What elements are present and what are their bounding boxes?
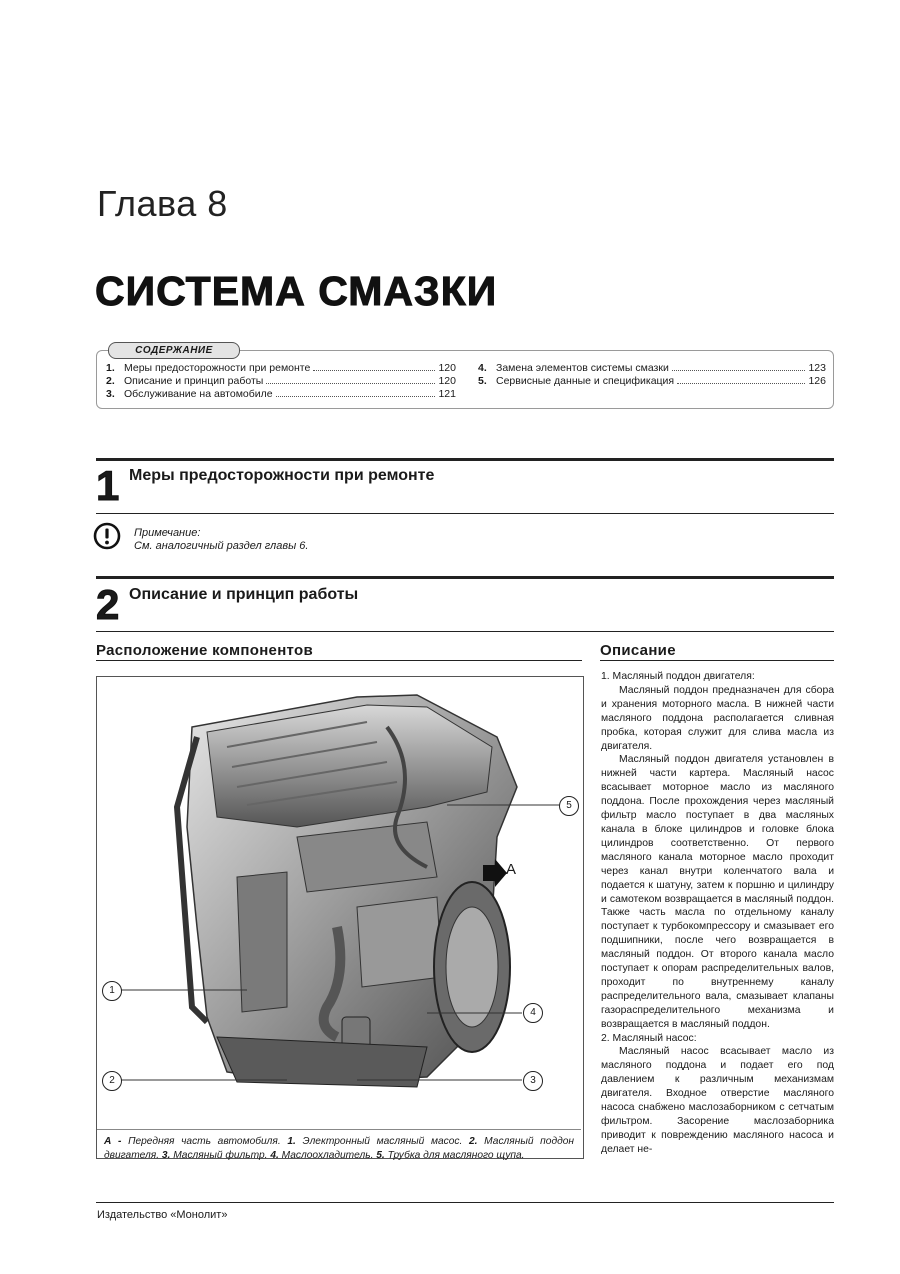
toc-item-page: 123 <box>808 362 826 374</box>
heading-underline <box>96 660 582 661</box>
arrow-label: A <box>506 861 517 878</box>
caption-divider <box>97 1129 581 1130</box>
toc-item-page: 121 <box>438 388 456 400</box>
toc-column-left <box>106 361 456 400</box>
callout-marker: 1 <box>102 981 122 1001</box>
section-rule <box>96 458 834 461</box>
toc-item-text: Сервисные данные и спецификация <box>496 375 675 387</box>
description-heading: Описание <box>600 642 676 659</box>
toc-leader <box>266 383 435 384</box>
toc-column-right <box>478 361 826 387</box>
section-title: Описание и принцип работы <box>129 586 359 603</box>
publisher-footer: Издательство «Монолит» <box>97 1209 228 1221</box>
toc-leader <box>672 370 806 371</box>
section-underline <box>96 631 834 632</box>
figure-caption: А - Передняя часть автомобиля. 1. Электронный масляный масос. 2. Масляный поддон двигателя. 3. Масляный фильтр. 4. Маслоохладитель. 5. Трубка для масляного щупа. <box>104 1136 574 1161</box>
toc-item[interactable]: 2. Описание и принцип работы 120 <box>106 375 456 387</box>
toc-item[interactable]: 4. Замена элементов системы смазки 123 <box>478 362 826 374</box>
note <box>134 527 308 553</box>
footer-rule <box>96 1202 834 1203</box>
toc-item-page: 120 <box>438 362 456 374</box>
paragraph: Масляный поддон двигателя установлен в нижней части картера. Масляный насос всасывает моторное масло из масляного поддона. После прохождения через масляный фильтр масло поступает в два масляных канала в блоке цилиндров и головке блока цилиндров соответственно. От первого масляного канала моторное масло проходит через канал внутри коленчатого вала и подается к шатуну, затем к поршню и цилиндру и самотеком возвращается в масляный поддон. Также часть масла по отдельному каналу поступает к турбокомпрессору и смазывает его подшипники, после чего возвращается в масляный поддон. От второго канала масло поступает к опорам распределительных валов, проходит по внутреннему каналу распределительного вала, смазывает клапаны газораспределительного механизма и возвращается в масляный поддон. <box>601 754 834 1030</box>
toc-item-page: 126 <box>808 375 826 387</box>
description-text <box>601 670 834 1157</box>
callout-marker: 5 <box>559 796 579 816</box>
callout-marker: 3 <box>523 1071 543 1091</box>
toc-item-text: Меры предосторожности при ремонте <box>124 362 311 374</box>
section-underline <box>96 513 834 514</box>
section-title: Меры предосторожности при ремонте <box>129 467 435 484</box>
callout-marker: 2 <box>102 1071 122 1091</box>
components-heading: Расположение компонентов <box>96 642 313 659</box>
toc-leader <box>276 396 436 397</box>
note-text: См. аналогичный раздел главы 6. <box>134 540 309 552</box>
engine-illustration <box>97 677 581 1127</box>
toc-label: СОДЕРЖАНИЕ <box>108 342 240 359</box>
list-item: 2. Масляный насос: <box>601 1032 697 1044</box>
toc-item[interactable]: 3. Обслуживание на автомобиле 121 <box>106 388 456 400</box>
note-label: Примечание: <box>134 527 201 539</box>
section-number: 2 <box>96 581 120 628</box>
paragraph: Масляный поддон предназначен для сбора и хранения моторного масла. В нижней части масляного поддона располагается сливная пробка, которая служит для слива масла из двигателя. <box>601 684 834 752</box>
toc-item[interactable]: 1. Меры предосторожности при ремонте 120 <box>106 362 456 374</box>
toc-leader <box>313 370 435 371</box>
toc-item[interactable]: 5. Сервисные данные и спецификация 126 <box>478 375 826 387</box>
chapter-title: СИСТЕМА СМАЗКИ <box>95 268 498 314</box>
paragraph: Масляный насос всасывает масло из масляного поддона и подает его под давлением к различным механизмам двигателя. Входное отверстие масляного насоса снабжено маслозаборником с сетчатым фильтром. Засорение маслозаборника приводит к повреждению масляного насоса и делает не- <box>601 1046 834 1155</box>
list-item: 1. Масляный поддон двигателя: <box>601 671 755 682</box>
toc-item-text: Обслуживание на автомобиле <box>124 388 273 400</box>
toc-item-text: Замена элементов системы смазки <box>496 362 669 374</box>
section-rule <box>96 576 834 579</box>
chapter-number: Глава 8 <box>97 183 228 224</box>
exclamation-circle-icon <box>93 522 121 550</box>
toc-item-text: Описание и принцип работы <box>124 375 264 387</box>
toc-item-page: 120 <box>438 375 456 387</box>
callout-marker: 4 <box>523 1003 543 1023</box>
toc-leader <box>677 383 805 384</box>
heading-underline <box>600 660 834 661</box>
section-number: 1 <box>96 462 120 509</box>
